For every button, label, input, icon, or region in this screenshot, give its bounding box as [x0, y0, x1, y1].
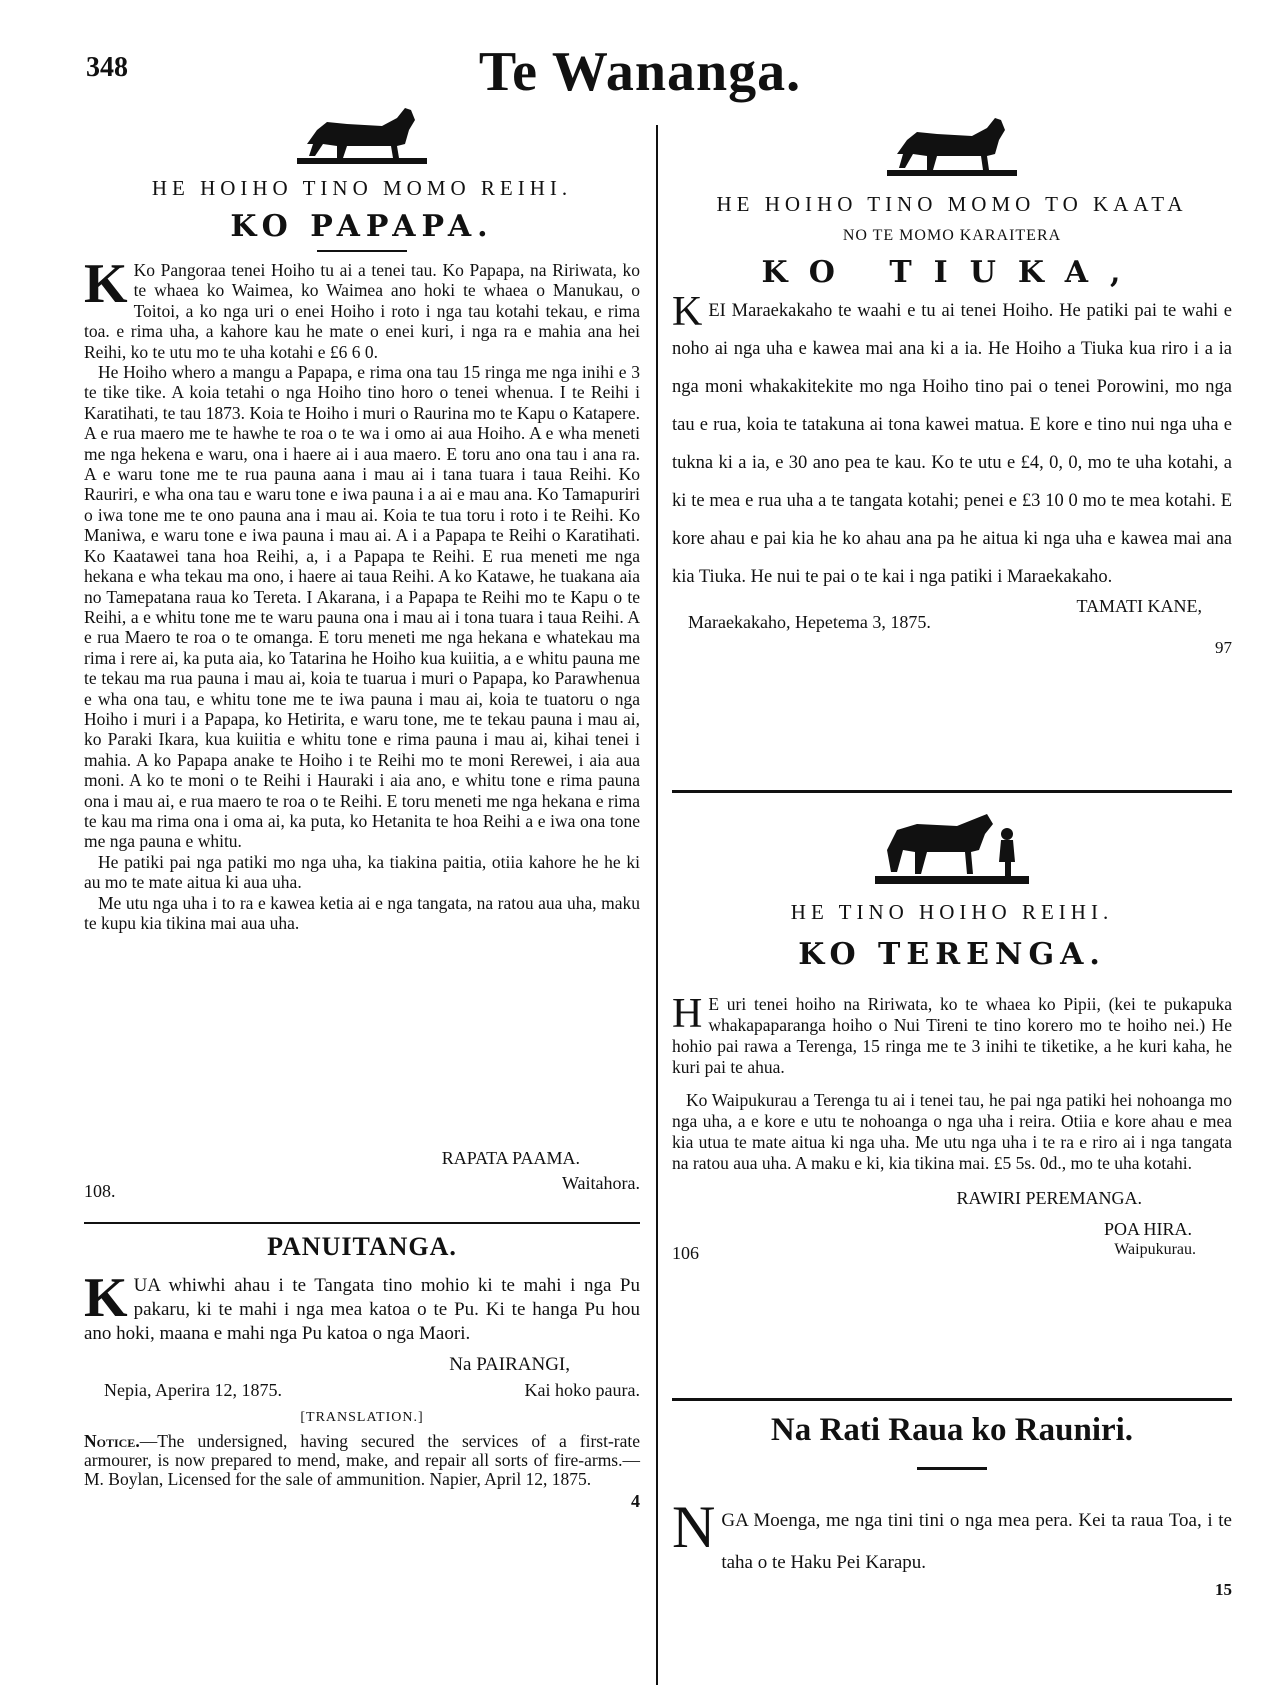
ad-body — [672, 289, 1232, 596]
notice — [84, 1432, 640, 1489]
paragraph: GA Moenga, me nga tini tini o nga mea pera. Kei ta raua Toa, i te taha o te Haku Pei Karapu. — [721, 1510, 1232, 1573]
place: Waipukurau. — [1114, 1241, 1196, 1258]
horse-icon — [84, 100, 640, 166]
paragraph: Me utu nga uha i to ra e kawea ketia ai e nga tangata, na ratou aua uha, maku te kupu kia tikina mai aua uha. — [84, 892, 640, 933]
paragraph: EI Maraekakaho te waahi e tu ai tenei Hoiho. He patiki pai te wahi e noho ai nga uha e kawea mai ana ki a ia. He Hoiho a Tiuka kua riro i a ia nga moni whakakitekite mo nga Hoiho tino pai o tenei Porowini, mo nga tau e rua, koia te tatakuna ai tona kawei matua. E kore e tino nui nga uha e tukna ki a ia, e 30 ano pea te kau. Ko te utu e £4, 0, 0, mo te uha kotahi, a ki te mea e rua uha a te tangata kotahi; penei e £3 10 0 mo te mea kotahi. E kore ahau e pai kia he ko ahau ana pa he aitua ki nga uha e kawea mai ana kia Tiuka. He nui te pai o te kai i nga patiki i Maraekakaho. — [672, 301, 1232, 587]
ad-terenga — [672, 800, 1232, 1271]
paragraph: Ko Waipukurau a Terenga tu ai i tenei tau, he pai nga patiki hei nohoanga mo nga uha, a e kore e utu te nohoanga o nga uha i reira. Otiia e kore ahau e mea kia utua te mate aitua ki nga uha. Me utu nga uha i te ra e riro ai i nga tangata na ratou aua uha. A maku e ki, kia tikina mai. £5 5s. 0d., mo te uha kotahi. — [672, 1090, 1232, 1173]
dropcap: K — [84, 253, 128, 315]
paragraph: E uri tenei hoiho na Ririwata, ko te whaea ko Pipii, (kei te pukapuka whakapaparanga hoiho o Nui Tireni te tino korero mo te hoiho nei.) He hohio pai rawa a Terenga, 15 ringa me te 3 inihi te tiketike, a he kuri kaha, he kuri pai te ahua. — [672, 994, 1232, 1077]
horse-icon — [672, 110, 1232, 180]
ad-title: KO TERENGA. — [798, 937, 1106, 972]
signature: RAPATA PAAMA. — [441, 1148, 580, 1168]
date: Maraekakaho, Hepetema 3, 1875. — [688, 612, 931, 632]
paragraph: He patiki pai nga patiki mo nga uha, ka tiakina paitia, otiia kahore he he ki au mo te mate aitua ki aua uha. — [84, 851, 640, 893]
translation-label: [TRANSLATION.] — [300, 1410, 424, 1425]
ad-number: 97 — [1215, 638, 1232, 657]
ad-papapa-footer — [84, 1148, 640, 1203]
ad-heading: HE HOIHO TINO MOMO TO KAATA — [716, 192, 1188, 216]
ad-body — [84, 1267, 640, 1346]
ad-body — [672, 1494, 1232, 1584]
role: Kai hoko paura. — [524, 1380, 640, 1400]
signature: POA HIRA. — [1103, 1219, 1192, 1239]
ad-number: 4 — [631, 1491, 640, 1511]
divider — [672, 1398, 1232, 1401]
page-number: 348 — [86, 52, 128, 83]
divider — [317, 250, 407, 252]
place: Waitahora. — [561, 1173, 640, 1193]
signature: Na PAIRANGI, — [449, 1354, 570, 1375]
notice-text: —The undersigned, having secured the services of a first-rate armourer, is now prepared to mend, make, and repair all sorts of fire-arms.—M. Boylan, Licensed for the sale of ammunition. Napier, April 12, 1875. — [84, 1431, 640, 1489]
ad-papapa — [84, 100, 640, 933]
ad-heading: HE TINO HOIHO REIHI. — [790, 900, 1114, 924]
date: Nepia, Aperira 12, 1875. — [104, 1380, 282, 1400]
paragraph: Ko Pangoraa tenei Hoiho tu ai a tenei tau. Ko Papapa, na Ririwata, ko te whaea ko Waimea, ko Waimea ano hoki te whaea o Manukau, o Toitoi, a ko nga uri o enei Hoiho i roto i nga tau kotahi tekau, e rima toa. e rima uha, a kahore kau he mate o enei kuri, i nga ra e mahia ana hei Reihi, ko te utu mo te uha kotahi e £6 6 0. — [84, 260, 640, 362]
ad-subheading: NO TE MOMO KARAITERA — [842, 227, 1062, 244]
column-divider — [656, 125, 658, 1685]
dropcap: K — [84, 1267, 128, 1329]
ad-number: 106 — [672, 1243, 699, 1263]
ad-tiuka — [672, 110, 1232, 656]
notice-label: Notice. — [84, 1431, 140, 1451]
ad-title: Na Rati Raua ko Rauniri. — [770, 1412, 1134, 1448]
dropcap: N — [672, 1494, 716, 1560]
signature: RAWIRI PEREMANGA. — [956, 1188, 1142, 1208]
ad-title: KO PAPAPA. — [230, 209, 494, 244]
masthead: Te Wananga. — [478, 41, 802, 103]
ad-body — [672, 991, 1232, 1174]
divider — [917, 1467, 987, 1470]
divider — [84, 1222, 640, 1224]
signature: TAMATI KANE, — [1076, 596, 1202, 616]
ad-number: 15 — [1215, 1580, 1232, 1599]
paragraph: He Hoiho whero a mangu a Papapa, e rima ona tau 15 ringa me nga inihi e 3 te tike tike. A koia tetahi o nga Hoiho tino horo o tenei whenua. I te Reihi i Karatihati, te tau 1873. Koia te Hoiho i muri o Raurina mo te Kapu o Katapere. A e rua maero me te hawhe te roa o te wa i omo ai aua Hoiho. A e wha meneti me nga hekena e waru, ona i haere ai i aua maero. E toru ano ona tau i ana ra. A e waru tone me te rua pauna aana i mau ai i tana tuara i taua Reihi. Ko Rauriri, e wha ona tau e waru tone e iwa pauna i a ai e mau ana. Ko Tamapuriri o iwa tone me te ono pauna ana i mau ai. Koia te tua toru i roto i te Reihi. Ko Maniwa, e waru tone e iwa pauna i mau ai. A i a Papapa te Reihi o Karatihati. Ko Kaatawei tana hoa Reihi, a, i a Papapa te Reihi. E rua meneti me nga hekana e wha tekau ma ono, i haere ai taua Reihi. A ko Katawe, he tuakana aia no Tamepatana raua ko Tereta. I Akarana, i a Papapa te Reihi mo te Kapu o te Reihi, a e whitu tone me te waru pauna ona i mau ai i tona tuara i taua Reihi. A e rua Maero te roa o te omanga. E toru meneti me nga hekana e whatekau ma rima i rere ai, ka puta aia, ko Tatarina he Hoiho kua kuiitia, a e whitu pauna me te tekau ma rua pauna i mau ai, koia te tuarua i muri o Papapa, ko Parawhenua e wha ona tau, e whitu tone me te iwa pauna i mau ai, koia te tuatoru o nga Hoiho i muri i a Papapa, ko Hetirita, e waru tone, me te tekau pauna i mau ai, ko Paraki Ikara, kua kuiitia e whitu tone e rima pauna i mau ai, kihai tenei i mahia. A ko Papapa anake te Hoiho i te Reihi mo te moni Rerewei, i aia aua moni. A ko te moni o te Reihi i Hauraki i aia ano, e whitu tone e rima pauna ona i mau ai, e rua maero te roa o te Reihi. E toru meneti me nga hekana e rima te kau ma rima ona i oma ai, ka puta, ko Hetanita te hoa Reihi a e iwa ona tone me nga pauna e whitu. — [84, 362, 640, 852]
dropcap: K — [672, 289, 703, 335]
ad-title: KO TIUKA, — [761, 255, 1143, 290]
ad-heading: HE HOIHO TINO MOMO REIHI. — [151, 176, 573, 200]
ad-title: PANUITANGA. — [267, 1232, 457, 1261]
paragraph: UA whiwhi ahau i te Tangata tino mohio ki te mahi i nga Pu pakaru, ki te mahi i nga mea katoa o te Pu. Ki te hanga Pu hou ano hoki, maana e mahi nga Pu katoa o nga Maori. — [84, 1275, 640, 1344]
horse-and-groom-icon — [672, 800, 1232, 890]
ad-rati-rauniri — [672, 1412, 1232, 1600]
divider — [672, 790, 1232, 793]
dropcap: H — [672, 991, 703, 1037]
ad-number: 108. — [84, 1181, 116, 1201]
ad-panuitanga — [84, 1232, 640, 1512]
ad-body — [84, 253, 640, 933]
